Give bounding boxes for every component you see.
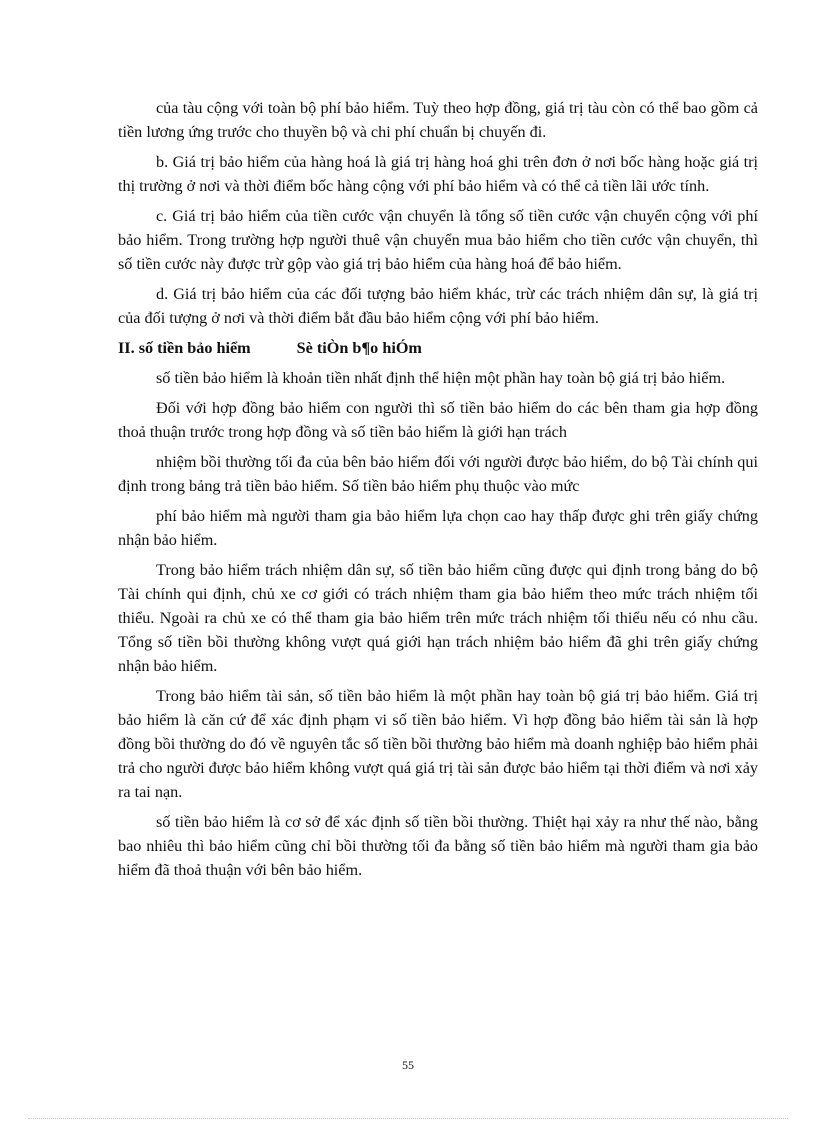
paragraph-freight-value: c. Giá trị bảo hiểm của tiền cước vận chuyển là tổng số tiền cước vận chuyển cộng với phí bảo hiểm. Trong trường hợp người thuê vận chuyển mua bảo hiểm cho tiền cước vận chuyển, thì số tiền cước này được trừ gộp vào giá trị bảo hiểm của hàng hoá để bảo hiểm.: [118, 207, 758, 273]
paragraph-other-value: d. Giá trị bảo hiểm của các đối tượng bảo hiểm khác, trừ các trách nhiệm dân sự, là giá trị của đối tượng ở nơi và thời điểm bắt đầu bảo hiểm cộng với phí bảo hiểm.: [118, 285, 758, 327]
section-heading: [118, 336, 758, 360]
paragraph-sum-insured-definition: số tiền bảo hiểm là khoản tiền nhất định thể hiện một phần hay toàn bộ giá trị bảo hiểm.: [156, 369, 726, 387]
page-number: 55: [402, 1058, 414, 1072]
section-heading-garbled: Sè tiÒn b¶o hiÓm: [296, 339, 422, 357]
paragraph-max-compensation: nhiệm bồi thường tối đa của bên bảo hiểm đối với người được bảo hiểm, do bộ Tài chính qui định trong bảng trả tiền bảo hiểm. Số tiền bảo hiểm phụ thuộc vào mức: [118, 453, 758, 495]
page-border-dotted: [28, 1118, 788, 1119]
paragraph-compensation-basis: số tiền bảo hiểm là cơ sở để xác định số tiền bồi thường. Thiệt hại xảy ra như thế nào, bằng bao nhiêu thì bảo hiểm cũng chỉ bồi thường tối đa bằng số tiền bảo hiểm mà người tham gia bảo hiểm đã thoả thuận với bên bảo hiểm.: [118, 813, 758, 879]
document-body: [118, 96, 758, 888]
paragraph-premium-choice: phí bảo hiểm mà người tham gia bảo hiểm lựa chọn cao hay thấp được ghi trên giấy chứng nhận bảo hiểm.: [118, 507, 758, 549]
paragraph-ship-value: của tàu cộng với toàn bộ phí bảo hiểm. Tuỳ theo hợp đồng, giá trị tàu còn có thể bao gồm cả tiền lương ứng trước cho thuyền bộ và chi phí chuẩn bị chuyến đi.: [118, 99, 758, 141]
paragraph-civil-liability: Trong bảo hiểm trách nhiệm dân sự, số tiền bảo hiểm cũng được qui định trong bảng do bộ Tài chính qui định, chủ xe cơ giới có trách nhiệm tham gia bảo hiểm theo mức trách nhiệm tối thiểu. Ngoài ra chủ xe có thể tham gia bảo hiểm trên mức trách nhiệm tối thiểu nếu có nhu cầu. Tổng số tiền bồi thường không vượt quá giới hạn trách nhiệm bảo hiểm đã ghi trên giấy chứng nhận bảo hiểm.: [118, 561, 758, 675]
paragraph-life-insurance: Đối với hợp đồng bảo hiểm con người thì số tiền bảo hiểm do các bên tham gia hợp đồng thoả thuận trước trong hợp đồng và số tiền bảo hiểm là giới hạn trách: [118, 399, 758, 441]
paragraph-property-insurance: Trong bảo hiểm tài sản, số tiền bảo hiểm là một phần hay toàn bộ giá trị bảo hiểm. Giá trị bảo hiểm là căn cứ để xác định phạm vi số tiền bảo hiểm. Vì hợp đồng bảo hiểm tài sản là hợp đồng bồi thường do đó về nguyên tắc số tiền bồi thường bảo hiểm mà doanh nghiệp bảo hiểm phải trả cho người được bảo hiểm không vượt quá giá trị tài sản được bảo hiểm tại thời điểm và nơi xảy ra tai nạn.: [118, 687, 758, 801]
paragraph-cargo-value: b. Giá trị bảo hiểm của hàng hoá là giá trị hàng hoá ghi trên đơn ở nơi bốc hàng hoặc giá trị thị trường ở nơi và thời điểm bốc hàng cộng với phí bảo hiểm và có thể cả tiền lãi ước tính.: [118, 153, 758, 195]
section-heading-title: II. số tiền bảo hiểm: [118, 339, 251, 357]
